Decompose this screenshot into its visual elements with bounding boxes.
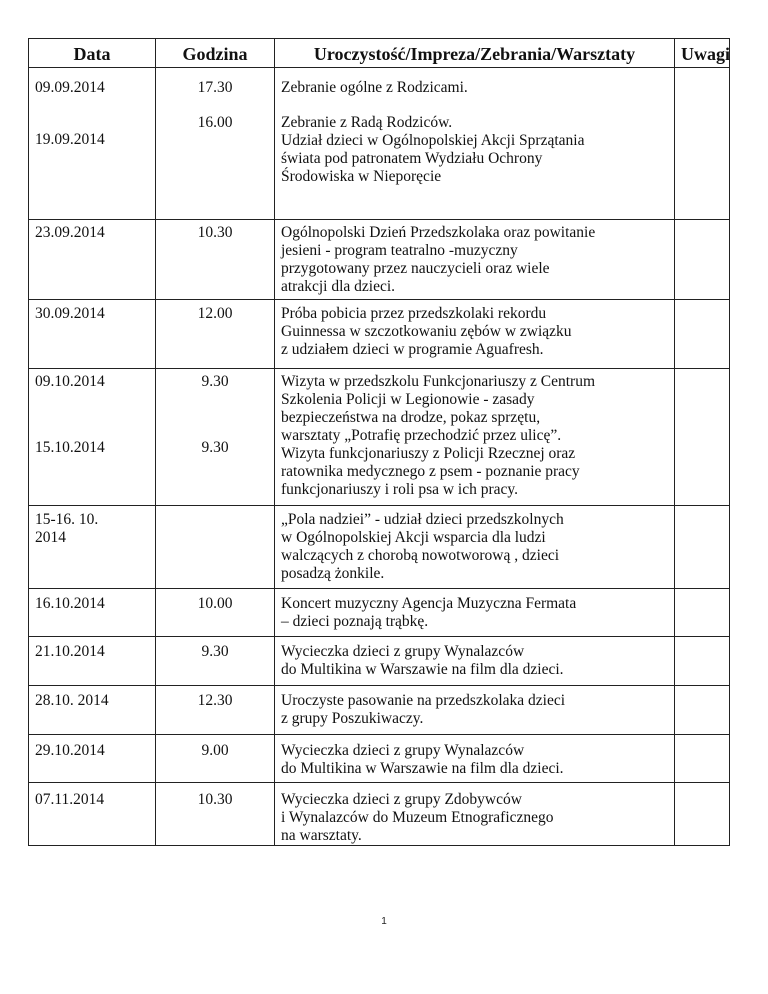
event-cell-line: walczących z chorobą nowotworową , dzieci <box>281 547 560 564</box>
event-cell-line: Guinnessa w szczotkowaniu zębów w związku <box>281 323 572 340</box>
event-cell <box>275 506 675 589</box>
time-cell-line <box>162 407 268 423</box>
event-cell-line: Ogólnopolski Dzień Przedszkolaka oraz powitanie <box>281 224 596 241</box>
time-cell-line: 16.00 <box>197 114 233 131</box>
time-cell <box>156 68 275 220</box>
time-cell-line: 12.00 <box>197 305 233 322</box>
date-cell <box>29 589 156 637</box>
event-cell-line: Wizyta w przedszkolu Funkcjonariuszy z Centrum <box>281 373 596 390</box>
event-cell-line: ratownika medycznego z psem - poznanie pracy <box>281 463 580 480</box>
event-cell-line: Wycieczka dzieci z grupy Zdobywców <box>281 791 522 808</box>
event-cell-line: z grupy Poszukiwaczy. <box>281 710 424 727</box>
event-cell-line: Próba pobicia przez przedszkolaki rekordu <box>281 305 547 322</box>
date-cell <box>29 783 156 846</box>
event-cell-line: Uroczyste pasowanie na przedszkolaka dzieci <box>281 692 566 709</box>
time-cell <box>156 220 275 300</box>
notes-cell <box>675 369 730 506</box>
event-cell-line: posadzą żonkile. <box>281 565 385 582</box>
date-cell-line: 15-16. 10. <box>35 511 99 528</box>
event-cell-line: Koncert muzyczny Agencja Muzyczna Fermata <box>281 595 577 612</box>
event-cell <box>275 637 675 686</box>
event-cell <box>275 68 675 220</box>
time-cell <box>156 735 275 783</box>
notes-cell <box>675 68 730 220</box>
event-cell-line: świata pod patronatem Wydziału Ochrony <box>281 150 543 167</box>
date-cell-line <box>35 391 149 407</box>
event-cell <box>275 220 675 300</box>
event-cell <box>275 735 675 783</box>
event-cell-line: Zebranie z Radą Rodziców. <box>281 114 453 131</box>
table-row <box>29 735 730 783</box>
date-cell <box>29 637 156 686</box>
event-cell-line: jesieni - program teatralno -muzyczny <box>281 242 518 259</box>
time-cell <box>156 589 275 637</box>
date-cell-line <box>35 97 149 114</box>
time-cell <box>156 369 275 506</box>
event-cell-line: bezpieczeństwa na drodze, pokaz sprzętu, <box>281 409 541 426</box>
event-cell-line: „Pola nadziei” - udział dzieci przedszkolnych <box>281 511 564 528</box>
event-cell-line: i Wynalazców do Muzeum Etnograficznego <box>281 809 554 826</box>
date-cell <box>29 220 156 300</box>
notes-cell <box>675 300 730 369</box>
event-cell-line: z udziałem dzieci w programie Aguafresh. <box>281 341 544 358</box>
date-cell <box>29 300 156 369</box>
time-cell-line: 10.30 <box>197 224 233 241</box>
date-cell-line: 16.10.2014 <box>35 595 105 612</box>
event-cell-line <box>281 97 668 114</box>
date-cell <box>29 506 156 589</box>
date-cell-line <box>35 407 149 423</box>
time-cell-line: 12.30 <box>197 692 233 709</box>
event-cell <box>275 589 675 637</box>
header-event: Uroczystość/Impreza/Zebrania/Warsztaty <box>275 39 675 68</box>
notes-cell <box>675 783 730 846</box>
table-row <box>29 220 730 300</box>
notes-cell <box>675 506 730 589</box>
time-cell-line: 17.30 <box>197 79 233 96</box>
date-cell-line: 29.10.2014 <box>35 742 105 759</box>
time-cell <box>156 637 275 686</box>
event-cell-line: Środowiska w Nieporęcie <box>281 168 442 185</box>
date-cell-line: 28.10. 2014 <box>35 692 109 709</box>
event-cell <box>275 369 675 506</box>
event-cell-line: Zebranie ogólne z Rodzicami. <box>281 79 468 96</box>
event-cell-line: Udział dzieci w Ogólnopolskiej Akcji Sprzątania <box>281 132 585 149</box>
event-cell-line: na warsztaty. <box>281 827 362 844</box>
time-cell-line <box>162 423 268 439</box>
page-number: 1 <box>381 916 387 927</box>
event-cell-line: w Ogólnopolskiej Akcji wsparcia dla ludzi <box>281 529 546 546</box>
event-cell-line: Wycieczka dzieci z grupy Wynalazców <box>281 643 525 660</box>
date-cell-line: 09.09.2014 <box>35 79 105 96</box>
time-cell <box>156 506 275 589</box>
notes-cell <box>675 735 730 783</box>
event-cell-line: Szkolenia Policji w Legionowie - zasady <box>281 391 535 408</box>
date-cell <box>29 68 156 220</box>
time-cell-line: 10.30 <box>197 791 233 808</box>
date-cell-line: 23.09.2014 <box>35 224 105 241</box>
time-cell-line <box>162 511 268 527</box>
table-row <box>29 506 730 589</box>
notes-cell <box>675 637 730 686</box>
header-time: Godzina <box>156 39 275 68</box>
table-row <box>29 369 730 506</box>
table-row <box>29 783 730 846</box>
header-notes: Uwagi <box>675 39 730 68</box>
date-cell-line: 07.11.2014 <box>35 791 105 808</box>
date-cell <box>29 735 156 783</box>
time-cell-line <box>162 97 268 114</box>
date-cell-line <box>35 114 149 131</box>
notes-cell <box>675 220 730 300</box>
header-date: Data <box>29 39 156 68</box>
event-cell-line: Wizyta funkcjonariuszy z Policji Rzecznej oraz <box>281 445 576 462</box>
event-cell <box>275 686 675 735</box>
table-row <box>29 300 730 369</box>
event-cell <box>275 783 675 846</box>
date-cell-line: 30.09.2014 <box>35 305 105 322</box>
time-cell-line: 9.30 <box>201 373 229 390</box>
date-cell-line: 15.10.2014 <box>35 439 105 456</box>
time-cell-line: 10.00 <box>197 595 233 612</box>
time-cell-line <box>162 391 268 407</box>
schedule-table <box>28 38 730 846</box>
header-row <box>29 39 730 68</box>
time-cell-line: 9.00 <box>201 742 229 759</box>
time-cell <box>156 300 275 369</box>
event-cell-line: – dzieci poznają trąbkę. <box>281 613 429 630</box>
time-cell-line: 9.30 <box>201 439 229 456</box>
date-cell <box>29 369 156 506</box>
event-cell-line: do Multikina w Warszawie na film dla dzieci. <box>281 661 564 678</box>
time-cell <box>156 686 275 735</box>
notes-cell <box>675 686 730 735</box>
time-cell <box>156 783 275 846</box>
table-row <box>29 686 730 735</box>
date-cell-line: 19.09.2014 <box>35 131 105 148</box>
date-cell-line: 21.10.2014 <box>35 643 105 660</box>
date-cell-line: 2014 <box>35 529 66 546</box>
event-cell-line: przygotowany przez nauczycieli oraz wiele <box>281 260 550 277</box>
event-cell-line: funkcjonariuszy i roli psa w ich pracy. <box>281 481 519 498</box>
event-cell <box>275 300 675 369</box>
notes-cell <box>675 589 730 637</box>
event-cell-line: do Multikina w Warszawie na film dla dzieci. <box>281 760 564 777</box>
event-cell-line: Wycieczka dzieci z grupy Wynalazców <box>281 742 525 759</box>
date-cell-line <box>35 423 149 439</box>
date-cell <box>29 686 156 735</box>
table-row <box>29 637 730 686</box>
table-row <box>29 68 730 220</box>
table-row <box>29 589 730 637</box>
event-cell-line: atrakcji dla dzieci. <box>281 278 396 295</box>
event-cell-line: warsztaty „Potrafię przechodzić przez ulicę”. <box>281 427 562 444</box>
date-cell-line: 09.10.2014 <box>35 373 105 390</box>
time-cell-line: 9.30 <box>201 643 229 660</box>
